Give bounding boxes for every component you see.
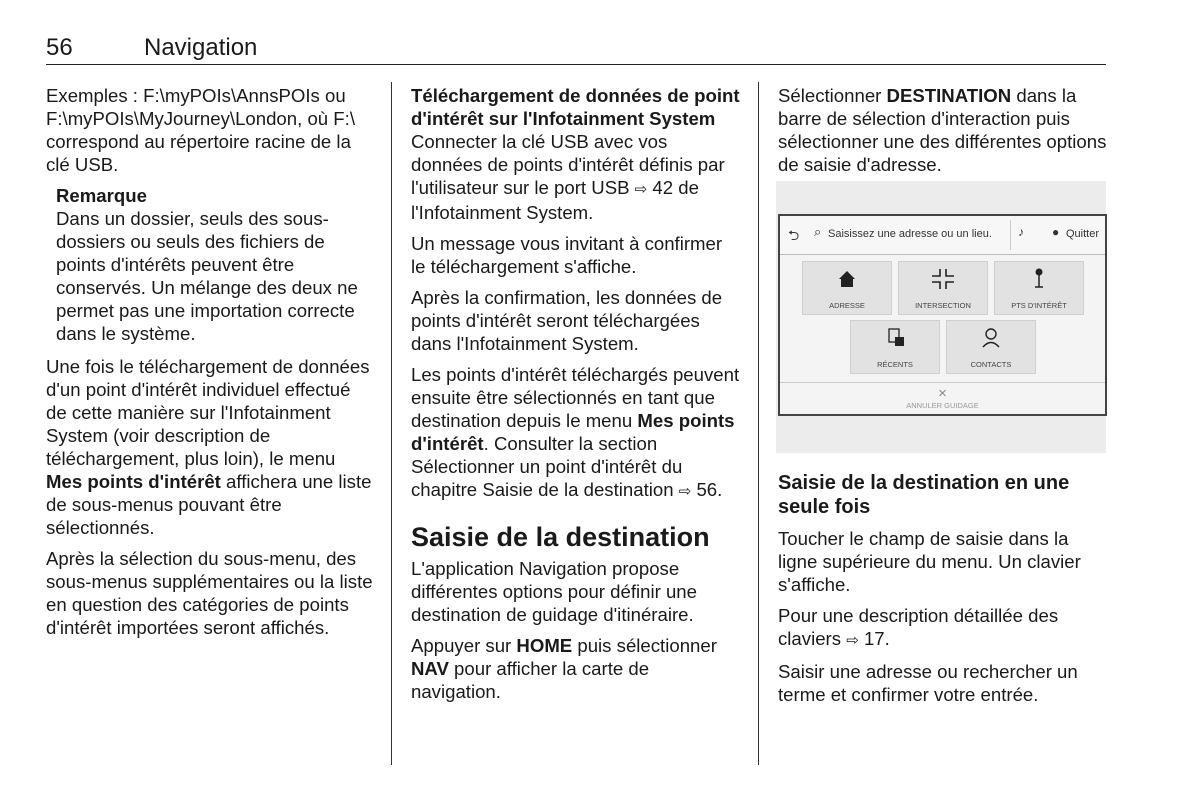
infotainment-screenshot <box>778 214 1107 416</box>
paragraph: Toucher le champ de saisie dans la ligne supérieure du menu. Un clavier s'affiche. <box>778 528 1081 595</box>
menu-reference: Mes points d'intérêt <box>46 471 221 492</box>
note-title: Remarque <box>56 185 147 206</box>
section-heading: Saisie de la destination en une seule fois <box>778 472 1070 518</box>
recents-icon <box>851 326 939 350</box>
section-heading: Téléchargement de données de point d'intérêt sur l'Infotainment System <box>411 85 740 129</box>
search-bar <box>780 216 1105 255</box>
page-link[interactable]: 56. <box>691 479 723 500</box>
note-body: Dans un dossier, seuls des sous-dossiers ou seuls des fichiers de points d'intérêts peuvent être conservés. Un mélange des deux ne permet pas une importation correcte dans le système. <box>56 208 358 344</box>
page-link[interactable]: 17. <box>858 628 890 649</box>
paragraph: Un message vous invitant à confirmer le téléchargement s'affiche. <box>411 233 723 277</box>
quit-button[interactable]: Quitter <box>1066 228 1100 240</box>
column-divider <box>391 82 392 765</box>
divider <box>1010 220 1011 250</box>
poi-icon <box>995 267 1083 291</box>
paragraph: L'application Navigation propose différentes options pour définir une destination de guidage d'itinéraire. <box>411 558 697 625</box>
paragraph: Après la sélection du sous-menu, des sous-menus supplémentaires ou la liste en question des catégories de points d'intérêt importées seront affichés. <box>46 548 373 638</box>
note-box <box>56 184 376 345</box>
paragraph: Connecter la clé USB avec vos données de points d'intérêt définis par l'utilisateur sur le port USB ⇨ 42 de l'Infotainment System. <box>411 131 725 223</box>
tile-address[interactable]: ADRESSE <box>802 261 892 315</box>
search-icon: ⌕ <box>814 224 822 239</box>
paragraph: Exemples : F:\myPOIs\AnnsPOIs ou F:\myPOIs\MyJourney\London, où F:\ correspond au répertoire racine de la clé USB. <box>46 85 355 175</box>
page-link[interactable]: 42 <box>647 177 674 198</box>
column-3-lower <box>778 471 1108 714</box>
page-ref-icon: ⇨ <box>678 483 692 500</box>
page-title: Navigation <box>144 34 258 61</box>
page-header <box>46 34 1106 65</box>
tile-intersection[interactable]: INTERSECTION <box>898 261 988 315</box>
paragraph: Une fois le téléchargement de données d'un point d'intérêt individuel effectué de cette manière sur l'Infotainment System (voir description de téléchargement, plus loin), le menu Mes points d'intérêt affichera une liste de sous-menus pouvant être sélectionnés. <box>46 356 372 538</box>
menu-reference: Mes points d'intérêt <box>411 410 735 454</box>
voice-icon[interactable]: ♪ <box>1018 225 1024 239</box>
paragraph: Sélectionner DESTINATION dans la barre de sélection d'interaction puis sélectionner une des différentes options de saisie d'adresse. <box>778 85 1107 175</box>
contact-icon <box>947 326 1035 350</box>
paragraph: Saisir une adresse ou rechercher un terme et confirmer votre entrée. <box>778 661 1078 705</box>
paragraph: Appuyer sur HOME puis sélectionner NAV pour afficher la carte de navigation. <box>411 635 717 702</box>
close-icon: × <box>938 385 947 402</box>
back-icon[interactable]: ⮌ <box>788 227 800 243</box>
home-icon <box>803 267 891 291</box>
paragraph: Pour une description détaillée des claviers ⇨ 17. <box>778 605 1059 649</box>
page-ref-icon: ⇨ <box>846 632 859 649</box>
cancel-guidance-button[interactable]: × ANNULER GUIDAGE <box>780 382 1105 415</box>
page-number: 56 <box>46 34 73 61</box>
chapter-heading: Saisie de la destination <box>411 522 710 552</box>
column-3 <box>778 84 1108 184</box>
paragraph: Après la confirmation, les données de points d'intérêt seront téléchargées dans l'Infotainment System. <box>411 287 723 354</box>
page-ref-icon: ⇨ <box>634 181 648 198</box>
quit-icon: ● <box>1052 225 1060 239</box>
column-2 <box>411 84 741 711</box>
tile-contacts[interactable]: CONTACTS <box>946 320 1036 374</box>
tile-poi[interactable]: PTS D'INTÉRÊT <box>994 261 1084 315</box>
tile-recents[interactable]: RÉCENTS <box>850 320 940 374</box>
column-1 <box>46 84 376 647</box>
search-input[interactable]: Saisissez une adresse ou un lieu. <box>828 228 992 240</box>
paragraph: Les points d'intérêt téléchargés peuvent ensuite être sélectionnés en tant que destination depuis le menu Mes points d'intérêt. Consulter la section Sélectionner un point d'intérêt du chapitre Saisie de la destination ⇨ 56. <box>411 364 740 500</box>
intersection-icon <box>899 267 987 291</box>
column-divider <box>758 82 759 765</box>
